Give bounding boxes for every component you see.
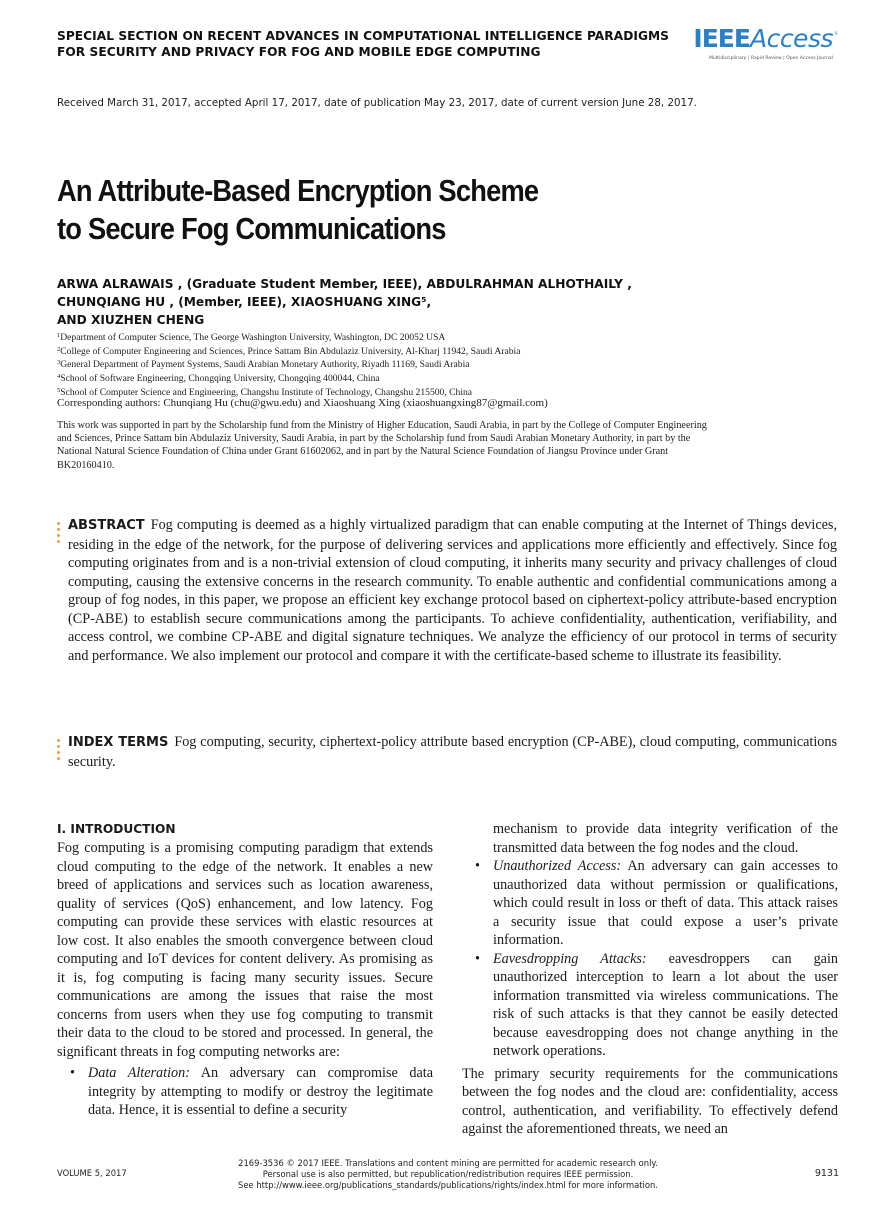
logo-wordmark — [693, 24, 833, 54]
bullet-text: An adversary can gain accesses to unauthorized data without permission or qualifications, which could result in loss or theft of data. This attack raises a security issue that could expose a user’s private information. — [493, 858, 838, 948]
section-heading-introduction: I. INTRODUCTION — [57, 822, 176, 836]
funding-note: This work was supported in part by the Scholarship fund from the Ministry of Higher Education, Saudi Arabia, in part by the College of Computer Engineering and Sciences, Prince Sattam bin Abdulaziz University, Saudi Arabia, in part by the Scholarship fund from Saudi Arabian Monetary Authority, in part by the National Natural Science Foundation of China under Grant 61602062, and in part by the Natural Science Foundation of Jiangsu Province under Grant BK20160410. — [57, 420, 707, 471]
paper-title-line-1: An Attribute-Based Encryption Scheme — [57, 173, 539, 208]
bullet-term: Unauthorized Access: — [493, 858, 622, 874]
author-line-1: ARWA ALRAWAIS , (Graduate Student Member, IEEE), ABDULRAHMAN ALHOTHAILY , — [57, 277, 632, 291]
abstract-marker-icon — [57, 522, 61, 546]
page-number: 9131 — [814, 1168, 839, 1179]
list-item-eavesdropping — [462, 950, 838, 1061]
affiliation-item: $^4$School of Software Engineering, Chongqing University, Chongqing 400044, China — [57, 373, 380, 385]
bullet-text: An adversary can compromise data integrity by attempting to modify or destroy the legitimate data. Hence, it is essential to define a security — [88, 1065, 433, 1118]
bullet-icon: • — [475, 858, 480, 874]
license-notice — [57, 1158, 839, 1191]
received-dates: Received March 31, 2017, accepted April 17, 2017, date of publication May 23, 2017, date of current version June 28, 2017. — [57, 97, 697, 109]
page-header — [57, 24, 847, 68]
list-item-continuation: mechanism to provide data integrity verification of the transmitted data between the fog nodes and the cloud. — [493, 821, 838, 856]
affiliation-list — [57, 330, 697, 399]
abstract-block — [57, 516, 837, 665]
author-list — [57, 275, 717, 329]
special-section-line-1: SPECIAL SECTION ON RECENT ADVANCES IN COMPUTATIONAL INTELLIGENCE PARADIGMS — [57, 29, 670, 43]
logo-access-text: Access — [749, 24, 833, 53]
right-column — [462, 820, 838, 1139]
author-line-2: CHUNQIANG HU , (Member, IEEE), XIAOSHUANG XING⁵, — [57, 295, 432, 309]
intro-paragraph-1: Fog computing is a promising computing paradigm that extends cloud computing to the edge of the network. It enables a new breed of applications and services such as location awareness, quality of services (QoS) enhancement, and low latency. Fog computing can provide these services with elastic resources at low cost. It also enables the smooth convergence between cloud computing and IoT devices for content delivery. As promising as it is, fog computing is facing many security issues. Secure communications are among the issues that raise the most concerns from users when they use fog computing to transmit their data to the cloud to be stored and processed. In general, the significant threats in fog computing networks are: — [57, 840, 433, 1060]
bullet-icon: • — [70, 1065, 75, 1081]
volume-label: VOLUME 5, 2017 — [57, 1168, 127, 1178]
license-line-3: See http://www.ieee.org/publications_standards/publications/rights/index.html for more information. — [238, 1180, 658, 1190]
index-terms-label: INDEX TERMS — [68, 735, 169, 750]
left-column — [57, 820, 433, 1120]
logo-ieee-text: IEEE — [693, 24, 750, 53]
logo-tagline: Multidisciplinary | Rapid Review | Open Access Journal — [708, 56, 833, 61]
bullet-text: eavesdroppers can gain unauthorized interception to learn a lot about the user information transmitted via wireless communications. The risk of such attacks is that they cannot be easily detected because eavesdropping does not change anything in the network operations. — [493, 950, 838, 1059]
abstract-paragraph — [68, 516, 837, 665]
author-line-3: AND XIUZHEN CHENG — [57, 313, 205, 327]
special-section-line-2: FOR SECURITY AND PRIVACY FOR FOG AND MOBILE EDGE COMPUTING — [57, 45, 541, 59]
paper-title — [57, 172, 603, 248]
affiliation-item: $^1$Department of Computer Science, The George Washington University, Washington, DC 20052 USA — [57, 332, 446, 343]
page-footer — [57, 1158, 839, 1198]
logo-trademark-icon: ® — [834, 32, 838, 37]
paper-title-line-2: to Secure Fog Communications — [57, 211, 446, 246]
intro-paragraph-2: The primary security requirements for the communications between the fog nodes and the cloud are: confidentiality, access control, authentication, and verifiability. To effectively defend against the aforementioned threats, we need an — [462, 1065, 838, 1137]
bullet-icon: • — [475, 950, 480, 967]
list-item-data-alteration — [57, 1064, 433, 1120]
affiliation-item: $^2$College of Computer Engineering and Sciences, Prince Sattam Bin Abdulaziz University, Al-Kharj 11942, Saudi Arabia — [57, 345, 521, 357]
special-section-title — [57, 28, 669, 60]
list-item-unauthorized-access — [462, 857, 838, 950]
index-terms-block — [57, 733, 837, 771]
abstract-text: Fog computing is deemed as a highly virtualized paradigm that can enable computing at the Internet of Things devices, residing in the edge of the network, for the purpose of delivering services and applications more efficiently and effectively. Since fog computing originates from and is a non-trivial extension of cloud computing, it inherits many security and privacy challenges of cloud computing, causing the extensive concerns in the research community. To enable authentic and confidential communications among a group of fog nodes, in this paper, we propose an efficient key exchange protocol based on ciphertext-policy attribute-based encryption (CP-ABE) to establish secure communications among the participants. To achieve confidentiality, authentication, verifiability, and access control, we combine CP-ABE and digital signature techniques. We analyze the efficiency of our protocol in terms of security and performance. We also implement our protocol and compare it with the certificate-based scheme to illustrate its feasibility. — [68, 517, 837, 664]
license-line-2: Personal use is also permitted, but republication/redistribution requires IEEE permission. — [262, 1169, 634, 1179]
bullet-term: Data Alteration: — [88, 1065, 190, 1081]
affiliation-item: $^3$General Department of Payment Systems, Saudi Arabian Monetary Authority, Riyadh 11169, Saudi Arabia — [57, 359, 470, 371]
affiliation-item: $^5$School of Computer Science and Engineering, Changshu Institute of Technology, Changshu 215500, China — [57, 386, 473, 398]
bullet-term: Eavesdropping Attacks: — [493, 950, 647, 967]
index-terms-text: Fog computing, security, ciphertext-policy attribute based encryption (CP-ABE), cloud computing, communications security. — [68, 734, 838, 770]
abstract-label: ABSTRACT — [68, 518, 145, 533]
corresponding-authors: Corresponding authors: Chunqiang Hu (chu@gwu.edu) and Xiaoshuang Xing (xiaoshuangxing87@gmail.com) — [57, 397, 548, 409]
license-line-1: 2169-3536 © 2017 IEEE. Translations and content mining are permitted for academic research only. — [238, 1158, 658, 1168]
ieee-access-logo — [675, 24, 847, 68]
index-terms-paragraph — [68, 733, 837, 771]
index-terms-marker-icon — [57, 739, 61, 763]
